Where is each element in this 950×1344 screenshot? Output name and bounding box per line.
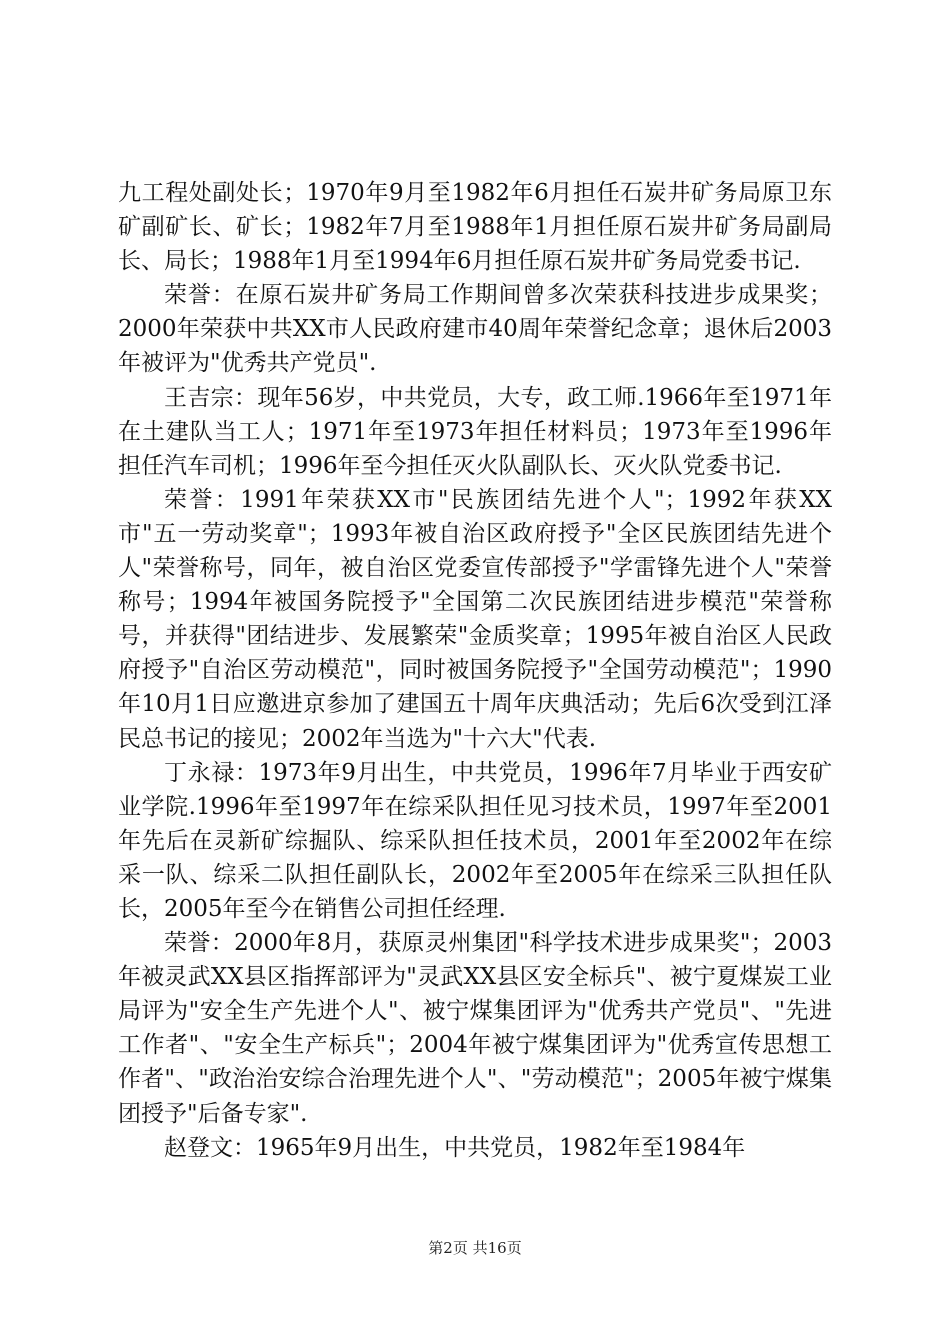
paragraph: 荣誉：2000年8月，获原灵州集团"科学技术进步成果奖"；2003年被灵武XX县区指挥部评为"灵武XX县区安全标兵"、被宁夏煤炭工业局评为"安全生产先进个人"、被宁煤集团评为"优秀共产党员"、"先进工作者"、"安全生产标兵"；2004年被宁煤集团评为"优秀宣传思想工作者"、"政治治安综合治理先进个人"、"劳动模范"；2005年被宁煤集团授予"后备专家". — [118, 930, 832, 1127]
document-body — [118, 176, 832, 1165]
paragraph: 荣誉：1991年荣获XX市"民族团结先进个人"；1992年获XX市"五一劳动奖章"；1993年被自治区政府授予"全区民族团结先进个人"荣誉称号，同年，被自治区党委宣传部授予"学雷锋先进个人"荣誉称号；1994年被国务院授予"全国第二次民族团结进步模范"荣誉称号，并获得"团结进步、发展繁荣"金质奖章；1995年被自治区人民政府授予"自治区劳动模范"，同时被国务院授予"全国劳动模范"；1990年10月1日应邀进京参加了建国五十周年庆典活动；先后6次受到江泽民总书记的接见；2002年当选为"十六大"代表. — [118, 486, 832, 752]
paragraph: 丁永禄：1973年9月出生，中共党员，1996年7月毕业于西安矿业学院.1996年至1997年在综采队担任见习技术员，1997年至2001年先后在灵新矿综掘队、综采队担任技术员，2001年至2002年在综采一队、综采二队担任副队长，2002年至2005年在综采三队担任队长，2005年至今在销售公司担任经理. — [118, 759, 832, 922]
paragraph: 王吉宗：现年56岁，中共党员，大专，政工师.1966年至1971年在土建队当工人；1971年至1973年担任材料员；1973年至1996年担任汽车司机；1996年至今担任灭火队副队长、灭火队党委书记. — [118, 384, 832, 479]
paragraph: 荣誉：在原石炭井矿务局工作期间曾多次荣获科技进步成果奖；2000年荣获中共XX市人民政府建市40周年荣誉纪念章；退休后2003年被评为"优秀共产党员". — [118, 282, 832, 377]
paragraph: 九工程处副处长；1970年9月至1982年6月担任石炭井矿务局原卫东矿副矿长、矿长；1982年7月至1988年1月担任原石炭井矿务局副局长、局长；1988年1月至1994年6月担任原石炭井矿务局党委书记. — [118, 180, 832, 275]
page-footer: 第2页 共16页 — [428, 1239, 522, 1257]
paragraph: 赵登文：1965年9月出生，中共党员，1982年至1984年 — [164, 1134, 746, 1161]
